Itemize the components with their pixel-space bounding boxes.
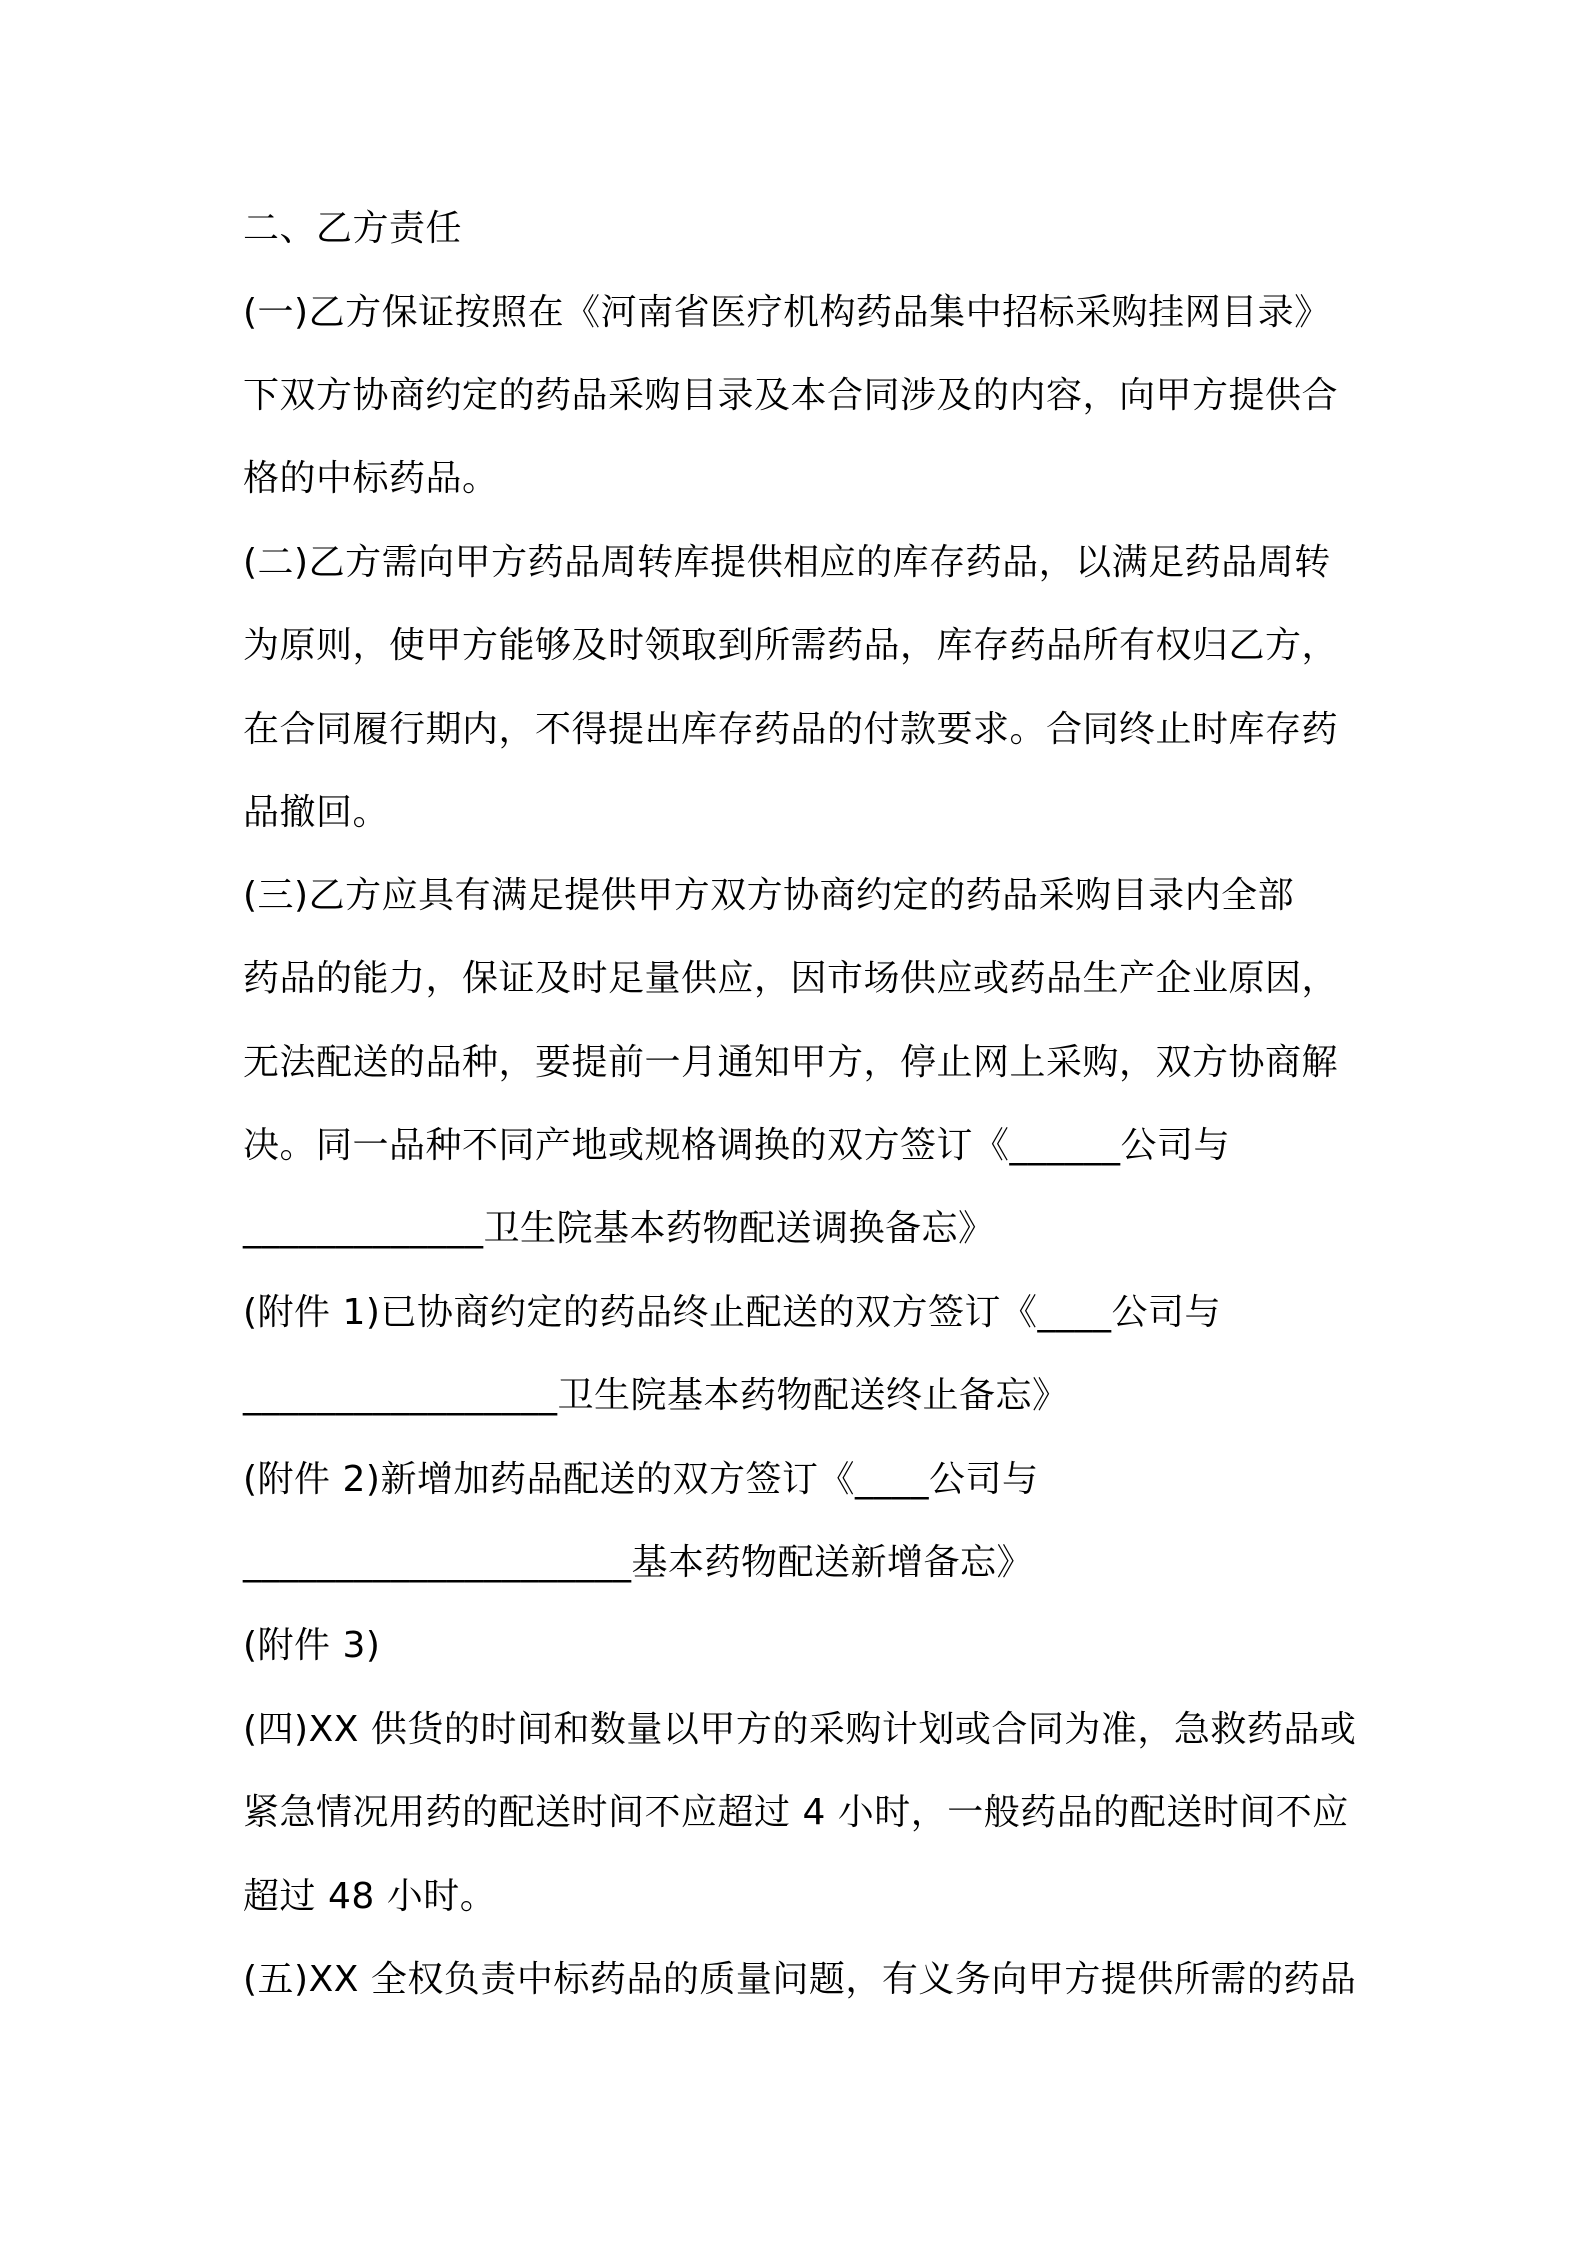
text-line: _________________卫生院基本药物配送终止备忘》 bbox=[243, 1375, 1069, 1416]
text-line: 药品的能力，保证及时足量供应，因市场供应或药品生产企业原因， bbox=[243, 958, 1339, 999]
text-line: 在合同履行期内，不得提出库存药品的付款要求。合同终止时库存药 bbox=[243, 709, 1339, 750]
text-line: (附件 2)新增加药品配送的双方签订《____公司与 bbox=[243, 1459, 1039, 1500]
text-line: (附件 1)已协商约定的药品终止配送的双方签订《____公司与 bbox=[243, 1292, 1221, 1333]
text-line: 格的中标药品。 bbox=[243, 458, 499, 499]
text-line: 下双方协商约定的药品采购目录及本合同涉及的内容，向甲方提供合 bbox=[243, 375, 1339, 416]
text-line: 品撤回。 bbox=[243, 792, 390, 833]
text-line: 决。同一品种不同产地或规格调换的双方签订《______公司与 bbox=[243, 1125, 1231, 1166]
text-line: (一)乙方保证按照在《河南省医疗机构药品集中招标采购挂网目录》 bbox=[243, 292, 1331, 333]
section-heading: 二、乙方责任 bbox=[243, 208, 463, 249]
text-line: 为原则，使甲方能够及时领取到所需药品，库存药品所有权归乙方， bbox=[243, 625, 1339, 666]
text-line: (五)XX 全权负责中标药品的质量问题，有义务向甲方提供所需的药品 bbox=[243, 1959, 1357, 2000]
text-line: _____________________基本药物配送新增备忘》 bbox=[243, 1542, 1034, 1583]
text-line: (三)乙方应具有满足提供甲方双方协商约定的药品采购目录内全部 bbox=[243, 875, 1295, 916]
text-line: 超过 48 小时。 bbox=[243, 1876, 497, 1917]
text-line: (四)XX 供货的时间和数量以甲方的采购计划或合同为准，急救药品或 bbox=[243, 1709, 1357, 1750]
text-line: (附件 3) bbox=[243, 1625, 381, 1666]
text-line: (二)乙方需向甲方药品周转库提供相应的库存药品，以满足药品周转 bbox=[243, 542, 1331, 583]
text-line: 无法配送的品种，要提前一月通知甲方，停止网上采购，双方协商解 bbox=[243, 1042, 1339, 1083]
text-line: 紧急情况用药的配送时间不应超过 4 小时，一般药品的配送时间不应 bbox=[243, 1792, 1349, 1833]
text-line: _____________卫生院基本药物配送调换备忘》 bbox=[243, 1208, 995, 1249]
